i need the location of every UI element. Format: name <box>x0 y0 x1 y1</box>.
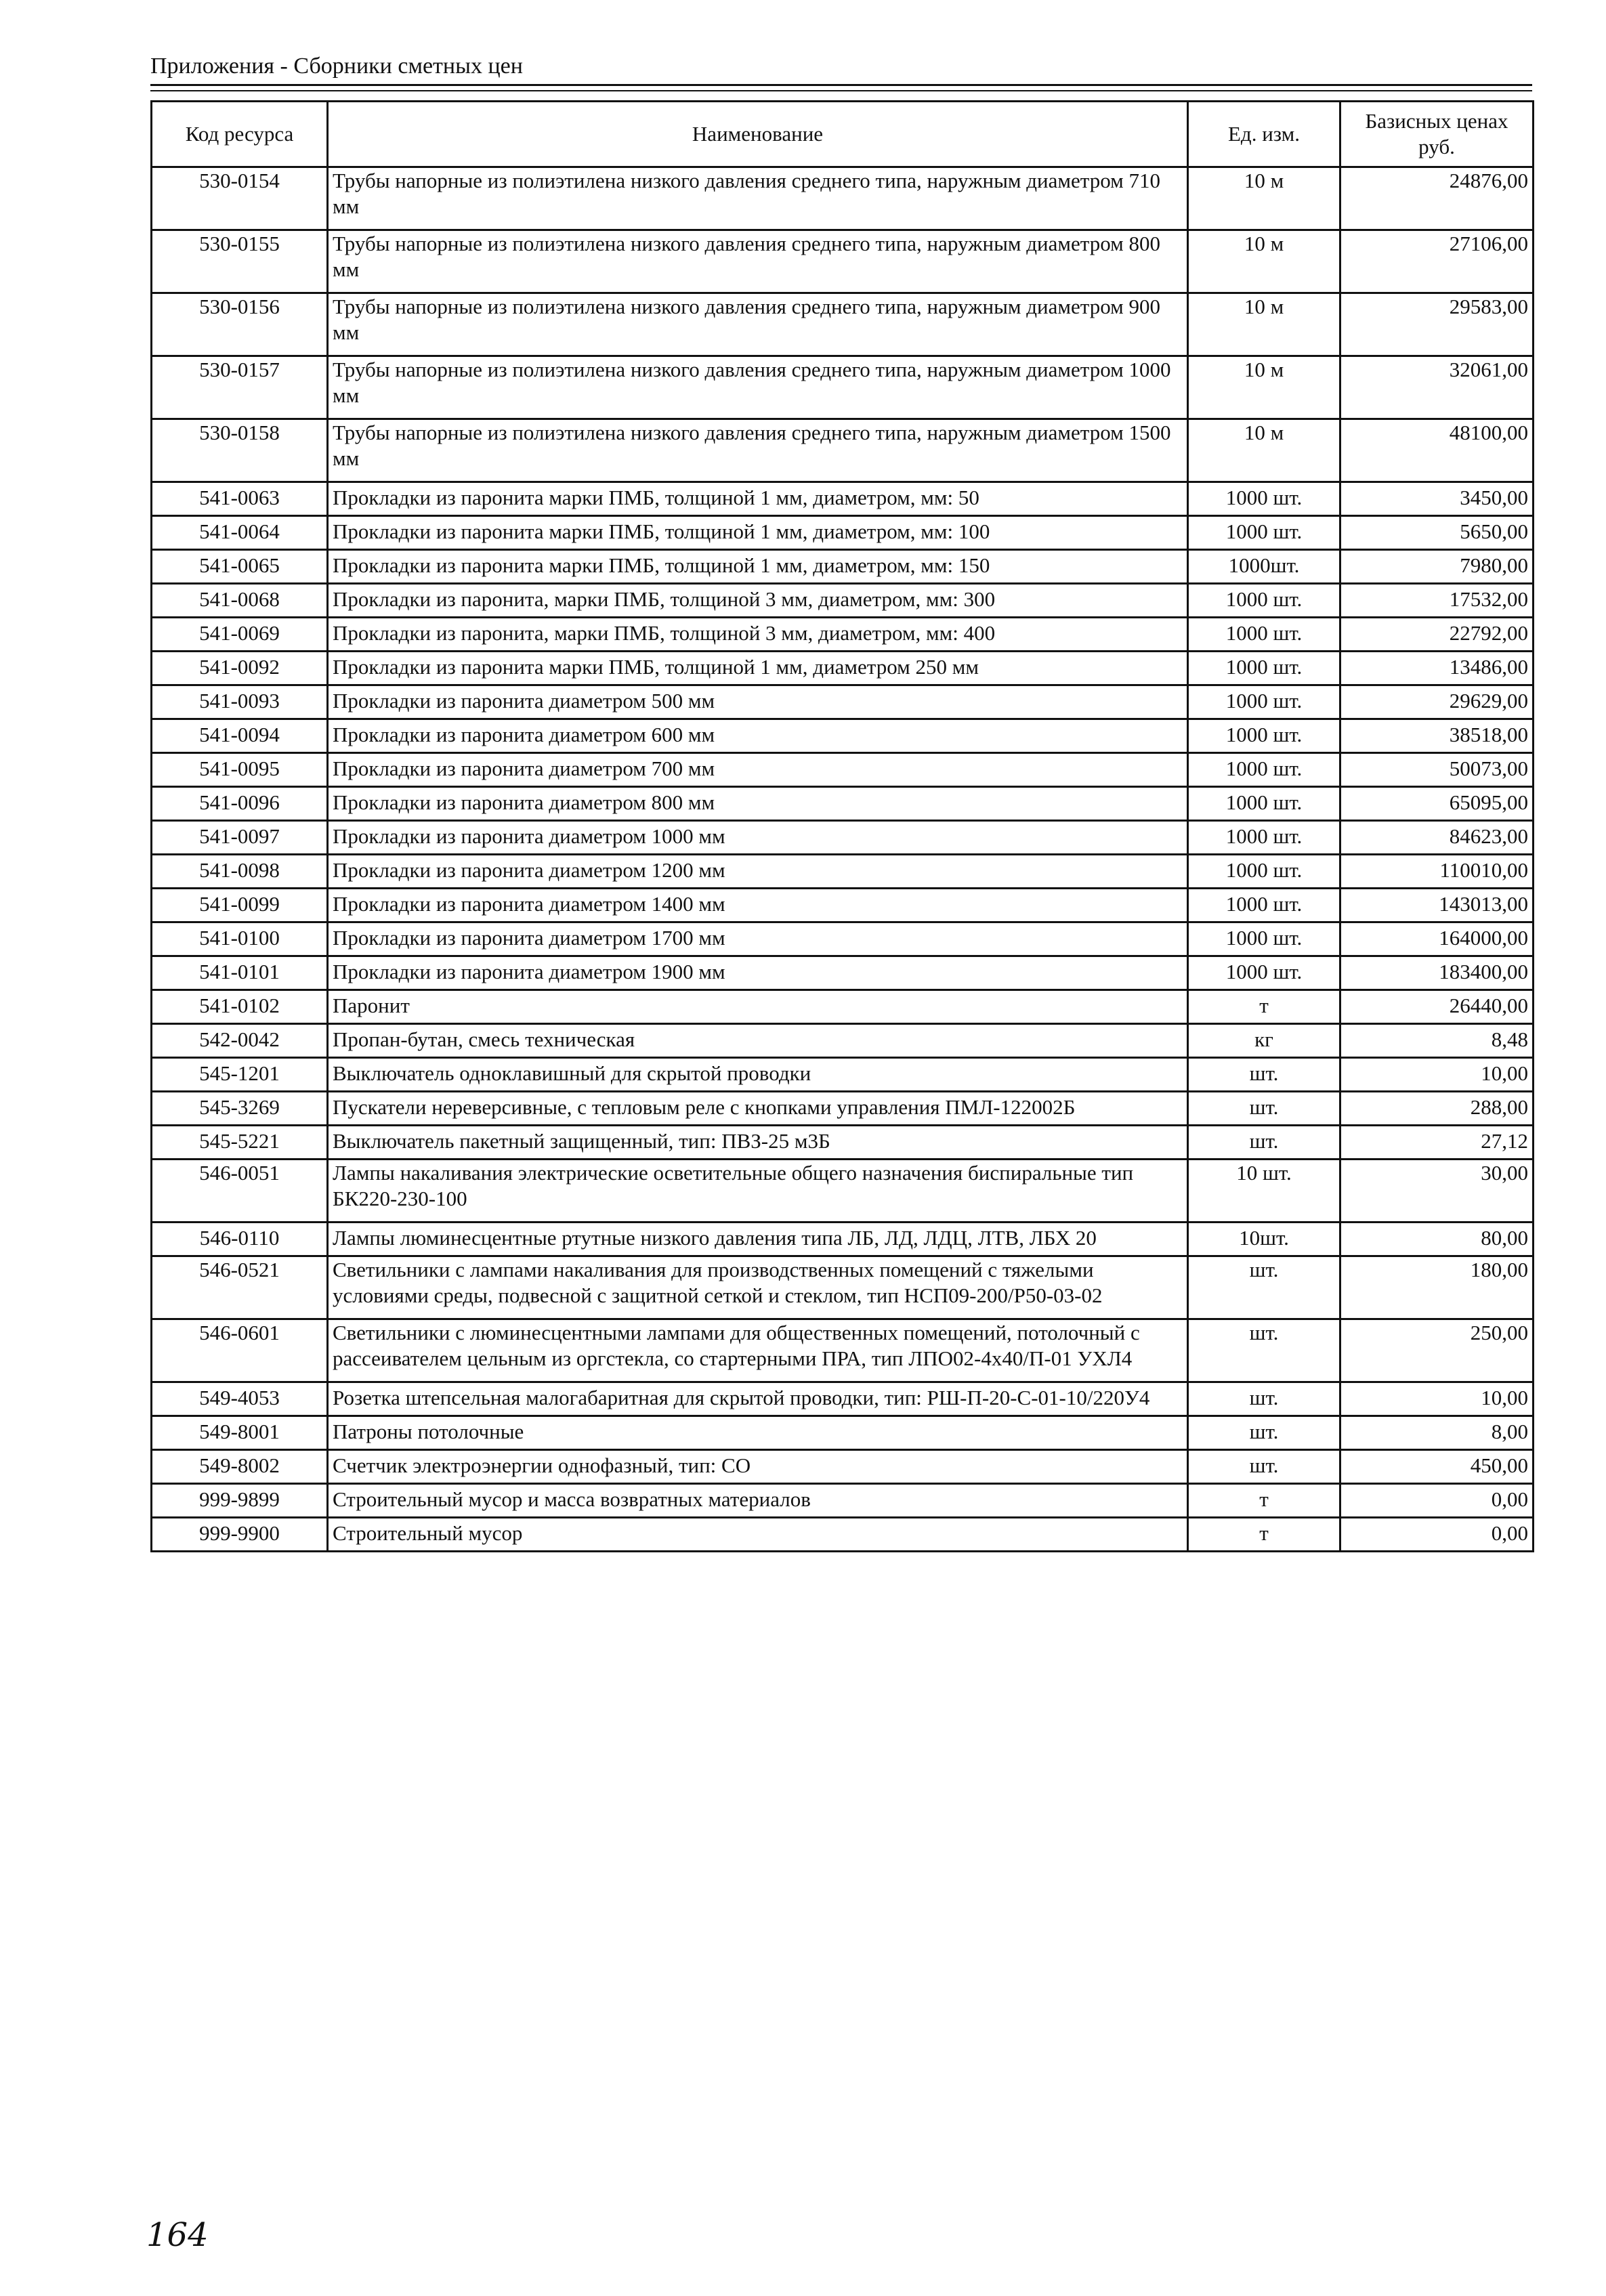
price-cell: 5650,00 <box>1340 516 1534 550</box>
column-header-price: Базисных ценах руб. <box>1340 102 1534 167</box>
resource-code-cell: 541-0094 <box>152 719 328 753</box>
resource-name-cell: Прокладки из паронита, марки ПМБ, толщиной 3 мм, диаметром, мм: 300 <box>328 584 1188 618</box>
table-row <box>152 1484 1534 1518</box>
resource-name-cell: Светильники с люминесцентными лампами для общественных помещений, потолочный с рассеивателем цельным из оргстекла, со стартерными ПРА, тип ЛПО02-4x40/П-01 УХЛ4 <box>328 1319 1188 1382</box>
resource-name-cell: Прокладки из паронита диаметром 700 мм <box>328 753 1188 787</box>
resource-code-cell: 530-0155 <box>152 230 328 293</box>
resource-code-cell: 545-5221 <box>152 1126 328 1160</box>
unit-cell: шт. <box>1188 1382 1340 1416</box>
table-row <box>152 990 1534 1024</box>
table-row <box>152 719 1534 753</box>
table-row <box>152 922 1534 956</box>
table-row <box>152 956 1534 990</box>
unit-cell: 1000шт. <box>1188 550 1340 584</box>
table-row <box>152 1319 1534 1382</box>
unit-cell: 10 м <box>1188 356 1340 419</box>
unit-cell: т <box>1188 1484 1340 1518</box>
table-row <box>152 419 1534 482</box>
table-row <box>152 167 1534 230</box>
price-cell: 3450,00 <box>1340 482 1534 516</box>
resource-code-cell: 542-0042 <box>152 1024 328 1058</box>
table-row <box>152 1223 1534 1256</box>
resource-code-cell: 530-0157 <box>152 356 328 419</box>
resource-code-cell: 999-9900 <box>152 1518 328 1552</box>
table-row <box>152 787 1534 821</box>
price-cell: 84623,00 <box>1340 821 1534 855</box>
price-cell: 32061,00 <box>1340 356 1534 419</box>
table-row <box>152 618 1534 652</box>
unit-cell: 1000 шт. <box>1188 516 1340 550</box>
resource-code-cell: 530-0156 <box>152 293 328 356</box>
unit-cell: 1000 шт. <box>1188 719 1340 753</box>
table-row <box>152 550 1534 584</box>
price-cell: 29629,00 <box>1340 685 1534 719</box>
price-cell: 10,00 <box>1340 1058 1534 1092</box>
resource-name-cell: Лампы люминесцентные ртутные низкого давления типа ЛБ, ЛД, ЛДЦ, ЛТВ, ЛБХ 20 <box>328 1223 1188 1256</box>
unit-cell: т <box>1188 990 1340 1024</box>
resource-name-cell: Прокладки из паронита марки ПМБ, толщиной 1 мм, диаметром, мм: 150 <box>328 550 1188 584</box>
unit-cell: 10 м <box>1188 167 1340 230</box>
resource-code-cell: 541-0098 <box>152 855 328 889</box>
resource-code-cell: 549-4053 <box>152 1382 328 1416</box>
resource-code-cell: 541-0065 <box>152 550 328 584</box>
price-cell: 143013,00 <box>1340 889 1534 922</box>
resource-code-cell: 541-0101 <box>152 956 328 990</box>
resource-code-cell: 541-0064 <box>152 516 328 550</box>
page-header-title: Приложения - Сборники сметных цен <box>150 54 523 79</box>
unit-cell: 10 м <box>1188 293 1340 356</box>
resource-name-cell: Прокладки из паронита диаметром 1000 мм <box>328 821 1188 855</box>
unit-cell: т <box>1188 1518 1340 1552</box>
resource-code-cell: 549-8001 <box>152 1416 328 1450</box>
resource-code-cell: 546-0601 <box>152 1319 328 1382</box>
price-cell: 8,00 <box>1340 1416 1534 1450</box>
table-row <box>152 855 1534 889</box>
resource-code-cell: 541-0093 <box>152 685 328 719</box>
unit-cell: кг <box>1188 1024 1340 1058</box>
price-cell: 0,00 <box>1340 1518 1534 1552</box>
resource-name-cell: Выключатель одноклавишный для скрытой проводки <box>328 1058 1188 1092</box>
resource-code-cell: 549-8002 <box>152 1450 328 1484</box>
resource-name-cell: Строительный мусор и масса возвратных материалов <box>328 1484 1188 1518</box>
resource-code-cell: 999-9899 <box>152 1484 328 1518</box>
resource-code-cell: 541-0102 <box>152 990 328 1024</box>
resource-code-cell: 530-0158 <box>152 419 328 482</box>
table-row <box>152 753 1534 787</box>
header-rule-thin <box>150 90 1532 91</box>
page-number: 164 <box>146 2216 209 2254</box>
price-cell: 27,12 <box>1340 1126 1534 1160</box>
price-cell: 450,00 <box>1340 1450 1534 1484</box>
resource-name-cell: Прокладки из паронита диаметром 1400 мм <box>328 889 1188 922</box>
table-row <box>152 1126 1534 1160</box>
unit-cell: 1000 шт. <box>1188 855 1340 889</box>
resource-name-cell: Прокладки из паронита марки ПМБ, толщиной 1 мм, диаметром 250 мм <box>328 652 1188 685</box>
table-row <box>152 1450 1534 1484</box>
price-cell: 80,00 <box>1340 1223 1534 1256</box>
unit-cell: 10 м <box>1188 419 1340 482</box>
unit-cell: шт. <box>1188 1319 1340 1382</box>
price-table <box>150 100 1534 1552</box>
resource-code-cell: 541-0069 <box>152 618 328 652</box>
resource-code-cell: 541-0063 <box>152 482 328 516</box>
table-row <box>152 1092 1534 1126</box>
table-row <box>152 516 1534 550</box>
resource-name-cell: Трубы напорные из полиэтилена низкого давления среднего типа, наружным диаметром 710 мм <box>328 167 1188 230</box>
resource-name-cell: Прокладки из паронита, марки ПМБ, толщиной 3 мм, диаметром, мм: 400 <box>328 618 1188 652</box>
table-row <box>152 1416 1534 1450</box>
resource-code-cell: 546-0110 <box>152 1223 328 1256</box>
price-cell: 7980,00 <box>1340 550 1534 584</box>
price-cell: 26440,00 <box>1340 990 1534 1024</box>
unit-cell: 1000 шт. <box>1188 922 1340 956</box>
resource-name-cell: Прокладки из паронита марки ПМБ, толщиной 1 мм, диаметром, мм: 100 <box>328 516 1188 550</box>
resource-name-cell: Пропан-бутан, смесь техническая <box>328 1024 1188 1058</box>
resource-name-cell: Патроны потолочные <box>328 1416 1188 1450</box>
unit-cell: 10 шт. <box>1188 1160 1340 1223</box>
header-rule-thick <box>150 84 1532 86</box>
table-row <box>152 584 1534 618</box>
table-row <box>152 1518 1534 1552</box>
resource-code-cell: 541-0100 <box>152 922 328 956</box>
price-cell: 13486,00 <box>1340 652 1534 685</box>
table-row <box>152 1382 1534 1416</box>
resource-code-cell: 546-0051 <box>152 1160 328 1223</box>
unit-cell: шт. <box>1188 1416 1340 1450</box>
price-cell: 24876,00 <box>1340 167 1534 230</box>
price-cell: 38518,00 <box>1340 719 1534 753</box>
resource-name-cell: Трубы напорные из полиэтилена низкого давления среднего типа, наружным диаметром 800 мм <box>328 230 1188 293</box>
unit-cell: 1000 шт. <box>1188 685 1340 719</box>
resource-code-cell: 545-3269 <box>152 1092 328 1126</box>
resource-name-cell: Трубы напорные из полиэтилена низкого давления среднего типа, наружным диаметром 1500 мм <box>328 419 1188 482</box>
table-row <box>152 821 1534 855</box>
unit-cell: шт. <box>1188 1126 1340 1160</box>
price-cell: 164000,00 <box>1340 922 1534 956</box>
resource-name-cell: Розетка штепсельная малогабаритная для скрытой проводки, тип: РШ-П-20-С-01-10/220У4 <box>328 1382 1188 1416</box>
price-cell: 22792,00 <box>1340 618 1534 652</box>
column-header-unit: Ед. изм. <box>1188 102 1340 167</box>
unit-cell: шт. <box>1188 1092 1340 1126</box>
price-cell: 0,00 <box>1340 1484 1534 1518</box>
price-cell: 50073,00 <box>1340 753 1534 787</box>
price-cell: 288,00 <box>1340 1092 1534 1126</box>
price-cell: 10,00 <box>1340 1382 1534 1416</box>
unit-cell: шт. <box>1188 1058 1340 1092</box>
unit-cell: 1000 шт. <box>1188 889 1340 922</box>
resource-name-cell: Трубы напорные из полиэтилена низкого давления среднего типа, наружным диаметром 900 мм <box>328 293 1188 356</box>
price-cell: 65095,00 <box>1340 787 1534 821</box>
resource-name-cell: Трубы напорные из полиэтилена низкого давления среднего типа, наружным диаметром 1000 мм <box>328 356 1188 419</box>
resource-code-cell: 541-0095 <box>152 753 328 787</box>
unit-cell: шт. <box>1188 1450 1340 1484</box>
resource-code-cell: 541-0092 <box>152 652 328 685</box>
price-cell: 17532,00 <box>1340 584 1534 618</box>
table-row <box>152 1160 1534 1223</box>
unit-cell: 10 м <box>1188 230 1340 293</box>
unit-cell: шт. <box>1188 1256 1340 1319</box>
price-cell: 27106,00 <box>1340 230 1534 293</box>
unit-cell: 10шт. <box>1188 1223 1340 1256</box>
table-row <box>152 1058 1534 1092</box>
table-row <box>152 652 1534 685</box>
table-row <box>152 356 1534 419</box>
resource-code-cell: 545-1201 <box>152 1058 328 1092</box>
resource-name-cell: Прокладки из паронита диаметром 600 мм <box>328 719 1188 753</box>
column-header-name: Наименование <box>328 102 1188 167</box>
table-row <box>152 685 1534 719</box>
price-cell: 8,48 <box>1340 1024 1534 1058</box>
unit-cell: 1000 шт. <box>1188 787 1340 821</box>
price-cell: 29583,00 <box>1340 293 1534 356</box>
resource-name-cell: Выключатель пакетный защищенный, тип: ПВЗ-25 м3Б <box>328 1126 1188 1160</box>
column-header-code: Код ресурса <box>152 102 328 167</box>
price-cell: 30,00 <box>1340 1160 1534 1223</box>
resource-code-cell: 541-0097 <box>152 821 328 855</box>
resource-code-cell: 541-0099 <box>152 889 328 922</box>
resource-name-cell: Прокладки из паронита диаметром 500 мм <box>328 685 1188 719</box>
unit-cell: 1000 шт. <box>1188 584 1340 618</box>
resource-code-cell: 541-0096 <box>152 787 328 821</box>
resource-name-cell: Строительный мусор <box>328 1518 1188 1552</box>
unit-cell: 1000 шт. <box>1188 482 1340 516</box>
resource-code-cell: 546-0521 <box>152 1256 328 1319</box>
table-row <box>152 1256 1534 1319</box>
price-cell: 250,00 <box>1340 1319 1534 1382</box>
resource-name-cell: Светильники с лампами накаливания для производственных помещений с тяжелыми условиями среды, подвесной с защитной сеткой и стеклом, тип НСП09-200/Р50-03-02 <box>328 1256 1188 1319</box>
resource-name-cell: Паронит <box>328 990 1188 1024</box>
unit-cell: 1000 шт. <box>1188 753 1340 787</box>
resource-name-cell: Счетчик электроэнергии однофазный, тип: СО <box>328 1450 1188 1484</box>
unit-cell: 1000 шт. <box>1188 956 1340 990</box>
table-row <box>152 482 1534 516</box>
resource-name-cell: Прокладки из паронита диаметром 1700 мм <box>328 922 1188 956</box>
price-cell: 110010,00 <box>1340 855 1534 889</box>
table-row <box>152 889 1534 922</box>
table-row <box>152 1024 1534 1058</box>
price-cell: 48100,00 <box>1340 419 1534 482</box>
resource-name-cell: Прокладки из паронита диаметром 800 мм <box>328 787 1188 821</box>
resource-name-cell: Прокладки из паронита диаметром 1200 мм <box>328 855 1188 889</box>
price-cell: 183400,00 <box>1340 956 1534 990</box>
table-row <box>152 230 1534 293</box>
table-row <box>152 293 1534 356</box>
resource-name-cell: Прокладки из паронита марки ПМБ, толщиной 1 мм, диаметром, мм: 50 <box>328 482 1188 516</box>
resource-code-cell: 541-0068 <box>152 584 328 618</box>
resource-name-cell: Лампы накаливания электрические осветительные общего назначения биспиральные тип БК220-230-100 <box>328 1160 1188 1223</box>
resource-name-cell: Пускатели нереверсивные, с тепловым реле с кнопками управления ПМЛ-122002Б <box>328 1092 1188 1126</box>
unit-cell: 1000 шт. <box>1188 618 1340 652</box>
table-header-row <box>152 102 1534 167</box>
resource-name-cell: Прокладки из паронита диаметром 1900 мм <box>328 956 1188 990</box>
price-cell: 180,00 <box>1340 1256 1534 1319</box>
unit-cell: 1000 шт. <box>1188 652 1340 685</box>
unit-cell: 1000 шт. <box>1188 821 1340 855</box>
resource-code-cell: 530-0154 <box>152 167 328 230</box>
